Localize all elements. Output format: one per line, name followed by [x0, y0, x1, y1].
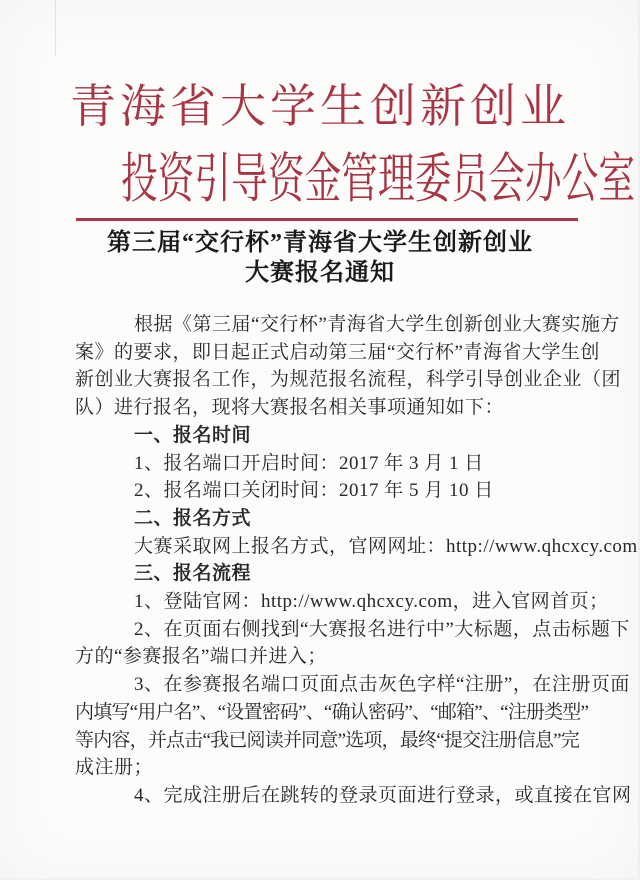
letterhead-org-line-1: 青海省大学生创新创业 [70, 81, 570, 132]
notice-title-line-1: 第三届“交行杯”青海省大学生创新创业 [107, 230, 533, 256]
red-divider-rule [76, 218, 578, 221]
body-line: 案》的要求，即日起正式启动第三届“交行杯”青海省大学生创 [75, 341, 600, 363]
body-line: 成注册； [75, 757, 154, 779]
body-line-step-2: 2、在页面右侧找到“大赛报名进行中”大标题，点击标题下 [134, 618, 630, 640]
body-line-website: 大赛采取网上报名方式，官网网址：http://www.qhcxcy.com [134, 535, 638, 557]
body-line: 根据《第三届“交行杯”青海省大学生创新创业大赛实施方 [134, 314, 620, 335]
body-line-close-date: 2、报名端口关闭时间：2017 年 5 月 10 日 [134, 480, 494, 502]
body-line: 等内容，并点击“我已阅读并同意”选项，最终“提交注册信息”完 [75, 729, 579, 751]
section-heading-method: 二、报名方式 [134, 507, 252, 529]
section-heading-time: 一、报名时间 [134, 424, 252, 446]
body-line: 内填写“用户名”、“设置密码”、“确认密码”、“邮箱”、“注册类型” [75, 701, 589, 723]
body-line-step-4: 4、完成注册后在跳转的登录页面进行登录，或直接在官网 [134, 784, 632, 806]
section-heading-process: 三、报名流程 [134, 563, 252, 585]
body-line-open-date: 1、报名端口开启时间：2017 年 3 月 1 日 [134, 452, 484, 474]
body-line: 方的“参赛报名”端口并进入； [75, 646, 327, 668]
notice-title-line-2: 大赛报名通知 [245, 260, 395, 286]
scan-artifact-line [55, 0, 56, 56]
notice-body [75, 311, 638, 810]
letterhead-org-line-2: 投资引导资金管理委员会办公室 [120, 149, 636, 209]
body-line: 新创业大赛报名工作，为规范报名流程，科学引导创业企业（团 [75, 369, 622, 391]
body-line-step-3: 3、在参赛报名端口页面点击灰色字样“注册”，在注册页面 [134, 674, 630, 696]
body-line: 队）进行报名，现将大赛报名相关事项通知如下： [75, 397, 505, 419]
body-line-step-1: 1、登陆官网：http://www.qhcxcy.com，进入官网首页； [134, 591, 609, 613]
notice-title [0, 228, 640, 288]
